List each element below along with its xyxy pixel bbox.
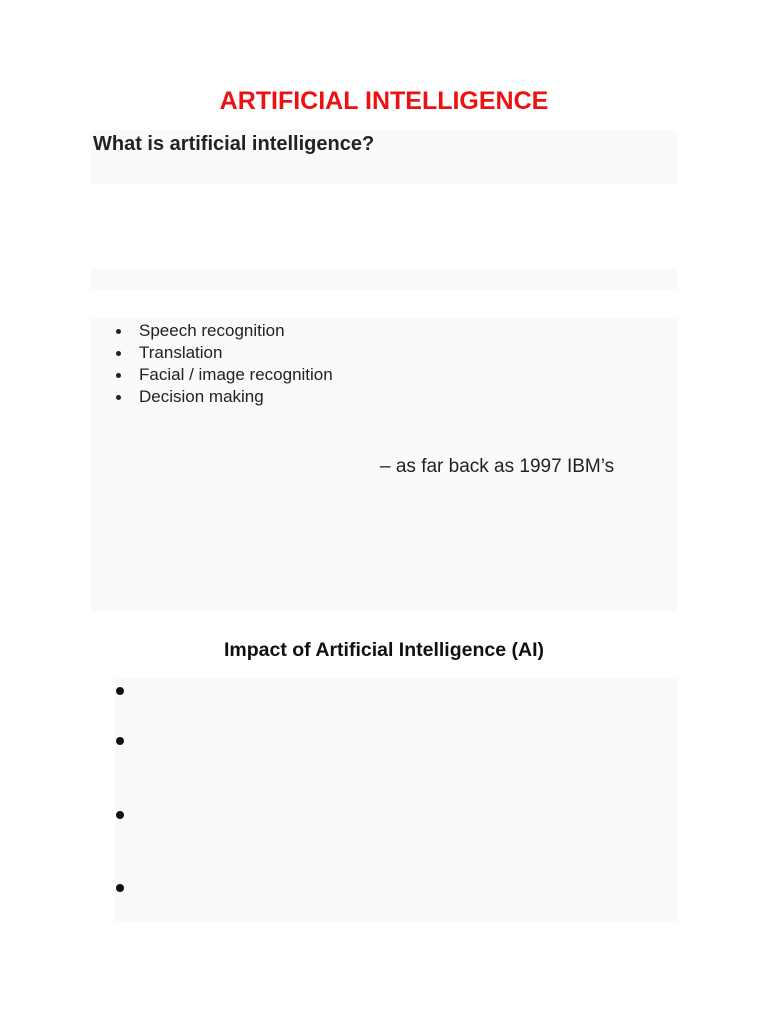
content-block-impact [115,678,677,922]
content-block-spacer [91,268,677,290]
bullet-dot-icon [116,884,124,892]
list-item-text: Decision making [139,387,264,406]
bullet-dot-icon [116,329,121,334]
bullet-dot-icon [116,737,124,745]
list-item [115,342,333,364]
bullet-dot-icon [116,811,124,819]
section-heading-what-is-ai: What is artificial intelligence? [93,133,375,155]
quote-fragment: – as far back as 1997 IBM’s [380,456,615,477]
bullet-dot-icon [116,373,121,378]
list-item-text: Translation [139,343,223,362]
list-item [115,386,333,408]
list-item [115,320,333,342]
list-item-text: Speech recognition [139,321,285,340]
document-title: ARTIFICIAL INTELLIGENCE [219,87,549,115]
list-item-text: Facial / image recognition [139,365,333,384]
capabilities-list [115,320,333,408]
section-heading-impact: Impact of Artificial Intelligence (AI) [224,639,544,661]
list-item [115,364,333,386]
bullet-dot-icon [116,395,121,400]
bullet-dot-icon [116,687,124,695]
bullet-dot-icon [116,351,121,356]
